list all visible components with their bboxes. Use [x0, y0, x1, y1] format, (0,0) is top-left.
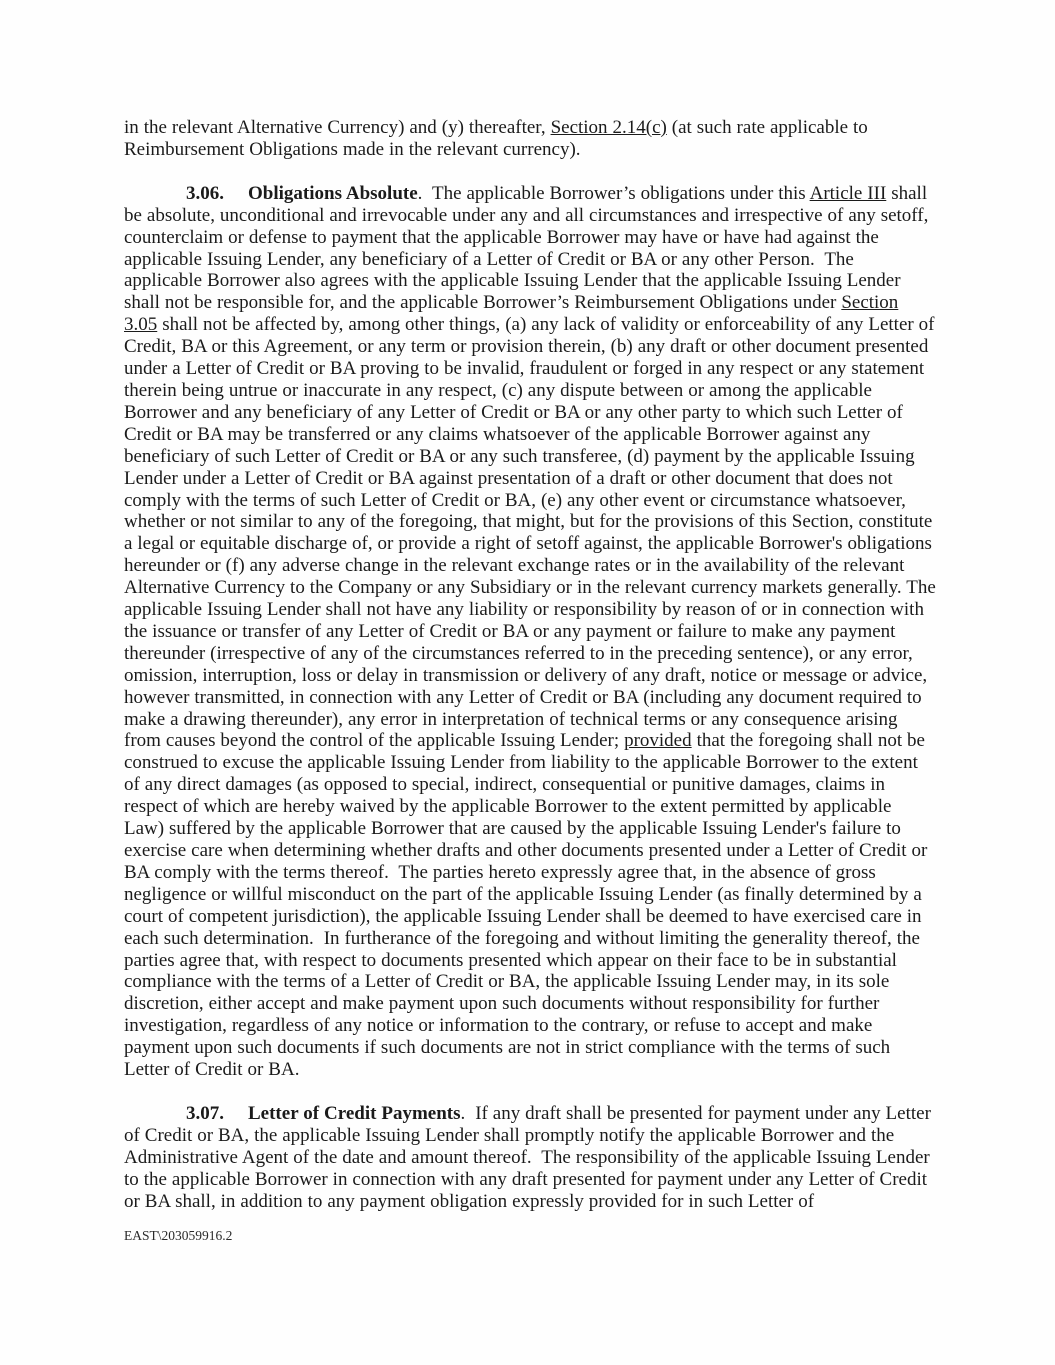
section-number: 3.06. — [186, 182, 224, 204]
text-run: . The applicable Borrower’s obligations under this — [417, 182, 810, 204]
paragraph-continuation — [124, 117, 936, 161]
document-body — [124, 117, 936, 1235]
article-reference: Article III — [809, 182, 887, 204]
section-reference: Section 2.14(c) — [550, 117, 667, 138]
text-run: . If any draft shall be presented for payment under any Letter of Credit or BA, the applicable Issuing Lender shall promptly notify the applicable Borrower and the Administrative Agent of the date and amount thereof. The responsibility of the applicable Issuing Lender to the applicable Borrower in connection with any draft presented for payment under any Letter of Credit or BA shall, in addition to any payment obligation expressly provided for in such Letter of — [124, 1102, 931, 1212]
section-reference: Section 3.05 — [124, 292, 899, 336]
section-number: 3.07. — [186, 1102, 224, 1124]
section-title: Letter of Credit Payments — [248, 1102, 461, 1124]
text-run: that the foregoing shall not be construed to excuse the applicable Issuing Lender from liability to the applicable Borrower to the extent of any direct damages (as opposed to special, indirect, consequential or punitive damages, claims in respect of which are hereby waived by the applicable Borrower to the extent permitted by applicable Law) suffered by the applicable Borrower that are caused by the applicable Issuing Lender's failure to exercise care when determining whether drafts and other documents presented under a Letter of Credit or BA comply with the terms thereof. The parties hereto expressly agree that, in the absence of gross negligence or willful misconduct on the part of the applicable Issuing Lender (as finally determined by a court of competent jurisdiction), the applicable Issuing Lender shall be deemed to have exercised care in each such determination. In furtherance of the foregoing and without limiting the generality thereof, the parties agree that, with respect to documents presented which appear on their face to be in substantial compliance with the terms of a Letter of Credit or BA, the applicable Issuing Lender may, in its sole discretion, either accept and make payment upon such documents without responsibility for further investigation, regardless of any notice or information to the contrary, or refuse to accept and make payment upon such documents if such documents are not in strict compliance with the terms of such Letter of Credit or BA. — [124, 730, 928, 1081]
proviso-term: provided — [624, 730, 692, 752]
text-run: shall be absolute, unconditional and irrevocable under any and all circumstances and irrespective of any setoff, counterclaim or defense to payment that the applicable Borrower may have or have had against the applicable Issuing Lender, any beneficiary of a Letter of Credit or BA or any other Person. The applicable Borrower also agrees with the applicable Issuing Lender that the applicable Issuing Lender shall not be responsible for, and the applicable Borrower’s Reimbursement Obligations under — [124, 182, 929, 314]
text-run: (at such rate applicable to Reimbursement Obligations made in the relevant currency). — [124, 117, 868, 160]
section-title: Obligations Absolute — [248, 182, 418, 204]
section-3-06-paragraph — [124, 183, 936, 1081]
document-id-footer: EAST\203059916.2 — [124, 1228, 233, 1243]
section-3-07-paragraph — [124, 1103, 936, 1213]
text-run: in the relevant Alternative Currency) and (y) thereafter, — [124, 117, 551, 138]
text-run: shall not be affected by, among other things, (a) any lack of validity or enforceability of any Letter of Credit, BA or this Agreement, or any term or provision therein, (b) any draft or other document presented under a Letter of Credit or BA proving to be invalid, fraudulent or forged in any respect or any statement therein being untrue or inaccurate in any respect, (c) any dispute between or among the applicable Borrower and any beneficiary of any Letter of Credit or BA or any other party to which such Letter of Credit or BA may be transferred or any claims whatsoever of the applicable Borrower against any beneficiary of such Letter of Credit or BA or any such transferee, (d) payment by the applicable Issuing Lender under a Letter of Credit or BA against presentation of a draft or other document that does not comply with the terms of such Letter of Credit or BA, (e) any other event or circumstance whatsoever, whether or not similar to any of the foregoing, that might, but for the provisions of this Section, constitute a legal or equitable discharge of, or provide a right of setoff against, the applicable Borrower's obligations hereunder or (f) any adverse change in the relevant exchange rates or in the availability of the relevant Alternative Currency to the Company or any Subsidiary or in the relevant currency markets generally. The applicable Issuing Lender shall not have any liability or responsibility by reason of or in connection with the issuance or transfer of any Letter of Credit or BA or any payment or failure to make any payment thereunder (irrespective of any of the circumstances referred to in the preceding sentence), or any error, omission, interruption, loss or delay in transmission or delivery of any draft, notice or message or advice, however transmitted, in connection with any Letter of Credit or BA (including any document required to make a drawing thereunder), any error in interpretation of technical terms or any consequence arising from causes beyond the control of the applicable Issuing Lender; — [124, 314, 936, 752]
